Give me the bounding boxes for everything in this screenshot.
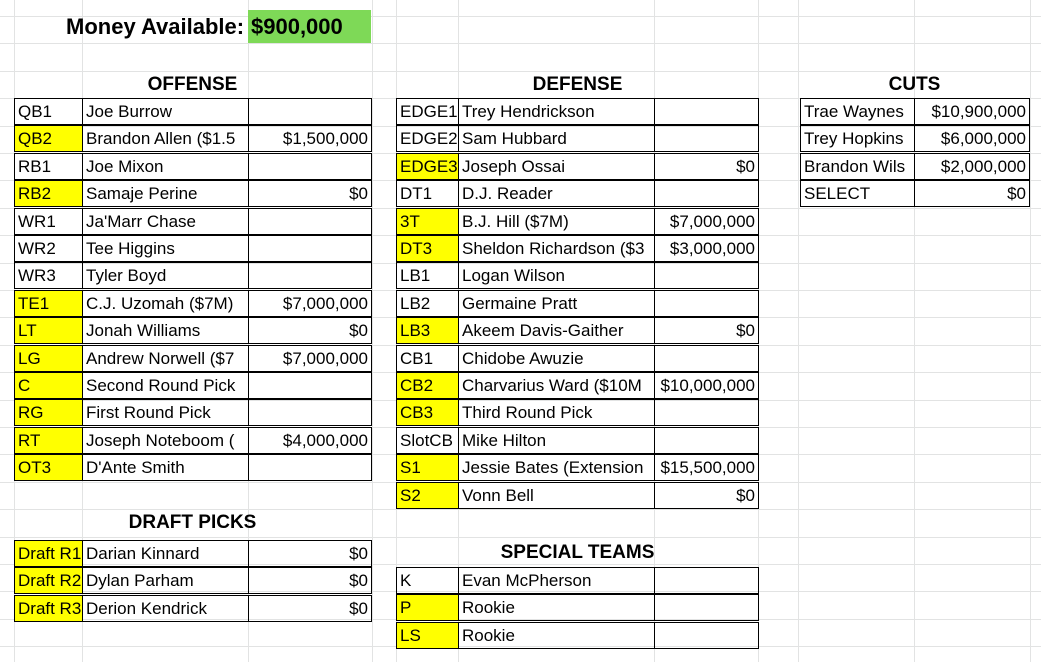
offense-player-cell[interactable]: C.J. Uzomah ($7M) bbox=[82, 290, 249, 317]
offense-position-cell[interactable]: QB1 bbox=[14, 98, 83, 125]
defense-amount-cell[interactable] bbox=[654, 345, 759, 372]
offense-position-cell[interactable]: LT bbox=[14, 317, 83, 344]
special-player-cell[interactable]: Rookie bbox=[458, 594, 655, 621]
defense-player-cell[interactable]: Third Round Pick bbox=[458, 399, 655, 426]
offense-position-cell[interactable]: RB2 bbox=[14, 180, 83, 207]
offense-player-cell[interactable]: Tee Higgins bbox=[82, 235, 249, 262]
money-available-label: Money Available: bbox=[66, 14, 245, 39]
cuts-amount-cell[interactable]: $0 bbox=[914, 180, 1030, 207]
offense-player-cell[interactable]: Brandon Allen ($1.5 bbox=[82, 125, 249, 152]
defense-player-cell[interactable]: D.J. Reader bbox=[458, 180, 655, 207]
defense-amount-cell[interactable] bbox=[654, 427, 759, 454]
defense-amount-cell[interactable]: $3,000,000 bbox=[654, 235, 759, 262]
defense-player-cell[interactable]: Sheldon Richardson ($3 bbox=[458, 235, 655, 262]
defense-player-cell[interactable]: Logan Wilson bbox=[458, 262, 655, 289]
defense-player-cell[interactable]: Germaine Pratt bbox=[458, 290, 655, 317]
special-position-cell[interactable]: P bbox=[396, 594, 459, 621]
defense-amount-cell[interactable]: $0 bbox=[654, 317, 759, 344]
defense-position-cell[interactable]: EDGE1 bbox=[396, 98, 459, 125]
cuts-player-cell[interactable]: Brandon Wils bbox=[800, 153, 915, 180]
defense-position-cell[interactable]: LB2 bbox=[396, 290, 459, 317]
offense-amount-cell[interactable]: $7,000,000 bbox=[248, 290, 372, 317]
offense-amount-cell[interactable]: $0 bbox=[248, 317, 372, 344]
defense-player-cell[interactable]: Joseph Ossai bbox=[458, 153, 655, 180]
defense-position-cell[interactable]: SlotCB bbox=[396, 427, 459, 454]
offense-amount-cell[interactable] bbox=[248, 454, 372, 481]
defense-amount-cell[interactable] bbox=[654, 125, 759, 152]
defense-player-cell[interactable]: B.J. Hill ($7M) bbox=[458, 208, 655, 235]
defense-amount-cell[interactable] bbox=[654, 290, 759, 317]
defense-amount-cell[interactable] bbox=[654, 98, 759, 125]
defense-player-cell[interactable]: Vonn Bell bbox=[458, 482, 655, 509]
special-player-cell[interactable]: Evan McPherson bbox=[458, 567, 655, 594]
offense-amount-cell[interactable] bbox=[248, 262, 372, 289]
offense-player-cell[interactable]: Second Round Pick bbox=[82, 372, 249, 399]
defense-position-cell[interactable]: 3T bbox=[396, 208, 459, 235]
draft-player-cell[interactable]: Darian Kinnard bbox=[82, 540, 249, 567]
offense-amount-cell[interactable] bbox=[248, 235, 372, 262]
offense-player-cell[interactable]: Joseph Noteboom ( bbox=[82, 427, 249, 454]
offense-player-cell[interactable]: Joe Mixon bbox=[82, 153, 249, 180]
defense-player-cell[interactable]: Mike Hilton bbox=[458, 427, 655, 454]
cuts-player-cell[interactable]: Trey Hopkins bbox=[800, 125, 915, 152]
special-amount-cell[interactable] bbox=[654, 594, 759, 621]
defense-amount-cell[interactable]: $0 bbox=[654, 153, 759, 180]
defense-player-cell[interactable]: Jessie Bates (Extension bbox=[458, 454, 655, 481]
offense-position-cell[interactable]: WR2 bbox=[14, 235, 83, 262]
offense-position-cell[interactable]: OT3 bbox=[14, 454, 83, 481]
defense-player-cell[interactable]: Chidobe Awuzie bbox=[458, 345, 655, 372]
defense-player-cell[interactable]: Akeem Davis-Gaither bbox=[458, 317, 655, 344]
defense-position-cell[interactable]: DT3 bbox=[396, 235, 459, 262]
defense-amount-cell[interactable] bbox=[654, 180, 759, 207]
special-amount-cell[interactable] bbox=[654, 567, 759, 594]
special-player-cell[interactable]: Rookie bbox=[458, 622, 655, 649]
special-position-cell[interactable]: LS bbox=[396, 622, 459, 649]
offense-position-cell[interactable]: RB1 bbox=[14, 153, 83, 180]
offense-player-cell[interactable]: Samaje Perine bbox=[82, 180, 249, 207]
offense-amount-cell[interactable] bbox=[248, 208, 372, 235]
draft-player-cell[interactable]: Dylan Parham bbox=[82, 567, 249, 594]
cuts-player-cell[interactable]: Trae Waynes bbox=[800, 98, 915, 125]
offense-player-cell[interactable]: Jonah Williams bbox=[82, 317, 249, 344]
defense-amount-cell[interactable] bbox=[654, 399, 759, 426]
defense-amount-cell[interactable]: $7,000,000 bbox=[654, 208, 759, 235]
defense-position-cell[interactable]: DT1 bbox=[396, 180, 459, 207]
offense-position-cell[interactable]: TE1 bbox=[14, 290, 83, 317]
defense-header: DEFENSE bbox=[532, 74, 623, 95]
cuts-player-cell[interactable]: SELECT bbox=[800, 180, 915, 207]
offense-player-cell[interactable]: Ja'Marr Chase bbox=[82, 208, 249, 235]
defense-amount-cell[interactable] bbox=[654, 262, 759, 289]
defense-player-cell[interactable]: Charvarius Ward ($10M bbox=[458, 372, 655, 399]
draft-amount-cell[interactable]: $0 bbox=[248, 567, 372, 594]
offense-position-cell[interactable]: C bbox=[14, 372, 83, 399]
defense-player-cell[interactable]: Trey Hendrickson bbox=[458, 98, 655, 125]
defense-position-cell[interactable]: S1 bbox=[396, 454, 459, 481]
defense-position-cell[interactable]: CB1 bbox=[396, 345, 459, 372]
offense-player-cell[interactable]: D'Ante Smith bbox=[82, 454, 249, 481]
offense-player-cell[interactable]: Andrew Norwell ($7 bbox=[82, 345, 249, 372]
offense-amount-cell[interactable]: $7,000,000 bbox=[248, 345, 372, 372]
cuts-amount-cell[interactable]: $6,000,000 bbox=[914, 125, 1030, 152]
defense-position-cell[interactable]: CB3 bbox=[396, 399, 459, 426]
offense-position-cell[interactable]: QB2 bbox=[14, 125, 83, 152]
cuts-header: CUTS bbox=[888, 74, 941, 95]
draft-position-cell[interactable]: Draft R3 bbox=[14, 595, 83, 622]
special-amount-cell[interactable] bbox=[654, 622, 759, 649]
draft-picks-header: DRAFT PICKS bbox=[128, 512, 257, 533]
draft-position-cell[interactable]: Draft R2 bbox=[14, 567, 83, 594]
cuts-amount-cell[interactable]: $2,000,000 bbox=[914, 153, 1030, 180]
defense-position-cell[interactable]: LB3 bbox=[396, 317, 459, 344]
defense-amount-cell[interactable]: $10,000,000 bbox=[654, 372, 759, 399]
draft-amount-cell[interactable]: $0 bbox=[248, 595, 372, 622]
offense-position-cell[interactable]: LG bbox=[14, 345, 83, 372]
draft-player-cell[interactable]: Derion Kendrick bbox=[82, 595, 249, 622]
offense-amount-cell[interactable] bbox=[248, 98, 372, 125]
offense-amount-cell[interactable]: $1,500,000 bbox=[248, 125, 372, 152]
offense-player-cell[interactable]: Tyler Boyd bbox=[82, 262, 249, 289]
offense-position-cell[interactable]: WR3 bbox=[14, 262, 83, 289]
defense-amount-cell[interactable]: $15,500,000 bbox=[654, 454, 759, 481]
offense-amount-cell[interactable] bbox=[248, 399, 372, 426]
offense-player-cell[interactable]: Joe Burrow bbox=[82, 98, 249, 125]
offense-position-cell[interactable]: RG bbox=[14, 399, 83, 426]
offense-amount-cell[interactable] bbox=[248, 372, 372, 399]
offense-position-cell[interactable]: RT bbox=[14, 427, 83, 454]
special-teams-header: SPECIAL TEAMS bbox=[500, 542, 655, 563]
offense-header: OFFENSE bbox=[147, 74, 238, 95]
cuts-amount-cell[interactable]: $10,900,000 bbox=[914, 98, 1030, 125]
offense-amount-cell[interactable]: $0 bbox=[248, 180, 372, 207]
defense-position-cell[interactable]: EDGE2 bbox=[396, 125, 459, 152]
defense-position-cell[interactable]: LB1 bbox=[396, 262, 459, 289]
offense-amount-cell[interactable] bbox=[248, 153, 372, 180]
draft-amount-cell[interactable]: $0 bbox=[248, 540, 372, 567]
offense-position-cell[interactable]: WR1 bbox=[14, 208, 83, 235]
money-available-value[interactable]: $900,000 bbox=[248, 10, 371, 43]
offense-amount-cell[interactable]: $4,000,000 bbox=[248, 427, 372, 454]
defense-amount-cell[interactable]: $0 bbox=[654, 482, 759, 509]
defense-position-cell[interactable]: CB2 bbox=[396, 372, 459, 399]
special-position-cell[interactable]: K bbox=[396, 567, 459, 594]
defense-player-cell[interactable]: Sam Hubbard bbox=[458, 125, 655, 152]
draft-position-cell[interactable]: Draft R1 bbox=[14, 540, 83, 567]
defense-position-cell[interactable]: S2 bbox=[396, 482, 459, 509]
defense-position-cell[interactable]: EDGE3 bbox=[396, 153, 459, 180]
offense-player-cell[interactable]: First Round Pick bbox=[82, 399, 249, 426]
